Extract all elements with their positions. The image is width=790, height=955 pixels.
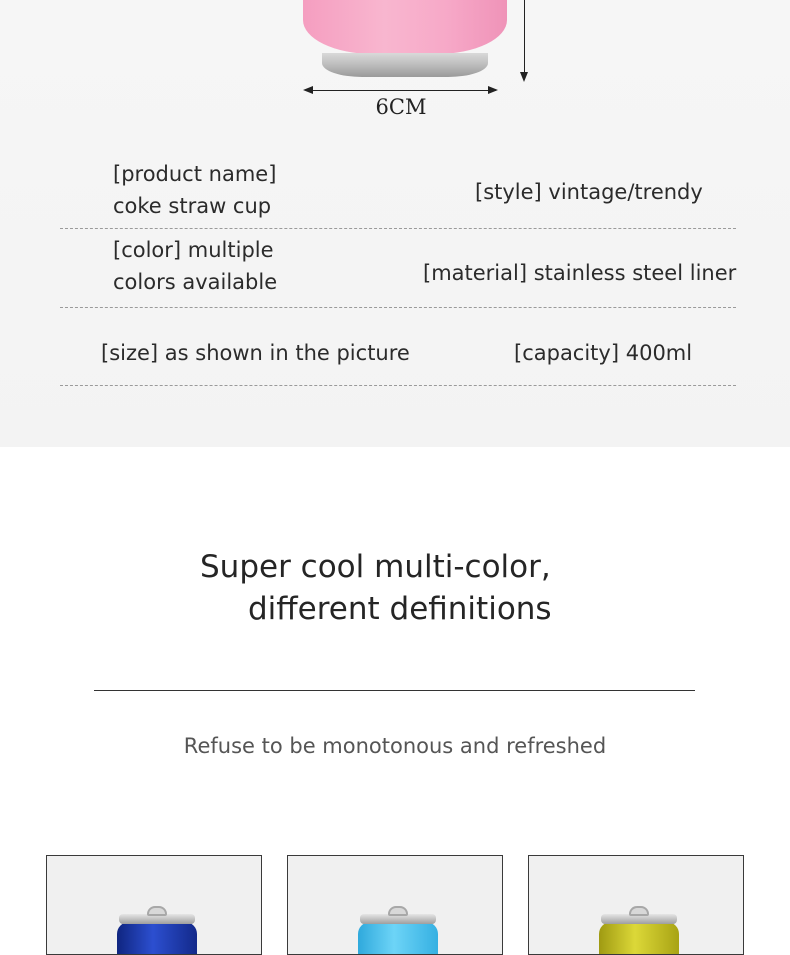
product-dimension-panel xyxy=(0,0,790,447)
color-thumbnail-yellow[interactable] xyxy=(528,855,744,955)
headline-divider xyxy=(94,690,695,691)
spec-color-line1: [color] multiple xyxy=(113,238,274,262)
spec-divider xyxy=(60,228,736,229)
spec-color-line2: colors available xyxy=(113,270,278,294)
arrow-left-icon xyxy=(303,86,313,94)
arrow-right-icon xyxy=(488,86,498,94)
can-tab xyxy=(147,906,167,916)
can-tab xyxy=(388,906,408,916)
can-image xyxy=(358,922,438,955)
spec-material: [material] stainless steel liner xyxy=(423,261,737,285)
spec-size: [size] as shown in the picture xyxy=(101,341,410,365)
spec-product-name-line1: [product name] xyxy=(113,162,277,186)
spec-product-name-line2: coke straw cup xyxy=(113,194,272,218)
color-thumbnail-blue[interactable] xyxy=(46,855,262,955)
spec-product-name xyxy=(113,158,276,222)
can-image xyxy=(117,922,197,955)
section-headline xyxy=(200,546,620,630)
width-dimension-line xyxy=(306,90,496,91)
pink-cup-image xyxy=(303,0,507,54)
cup-steel-base xyxy=(322,53,488,77)
section-subheadline: Refuse to be monotonous and refreshed xyxy=(183,734,607,758)
color-thumbnail-light-blue[interactable] xyxy=(287,855,503,955)
spec-capacity: [capacity] 400ml xyxy=(514,341,693,365)
spec-divider xyxy=(60,385,736,386)
can-image xyxy=(599,922,679,955)
width-dimension-label: 6CM xyxy=(375,95,427,119)
headline-line2: different definitions xyxy=(248,591,552,627)
headline-line1: Super cool multi-color, xyxy=(200,549,551,585)
spec-color xyxy=(113,234,277,298)
spec-divider xyxy=(60,307,736,308)
spec-style: [style] vintage/trendy xyxy=(475,180,703,204)
height-dimension-line xyxy=(524,0,525,78)
arrow-down-icon xyxy=(520,72,528,82)
can-tab xyxy=(629,906,649,916)
